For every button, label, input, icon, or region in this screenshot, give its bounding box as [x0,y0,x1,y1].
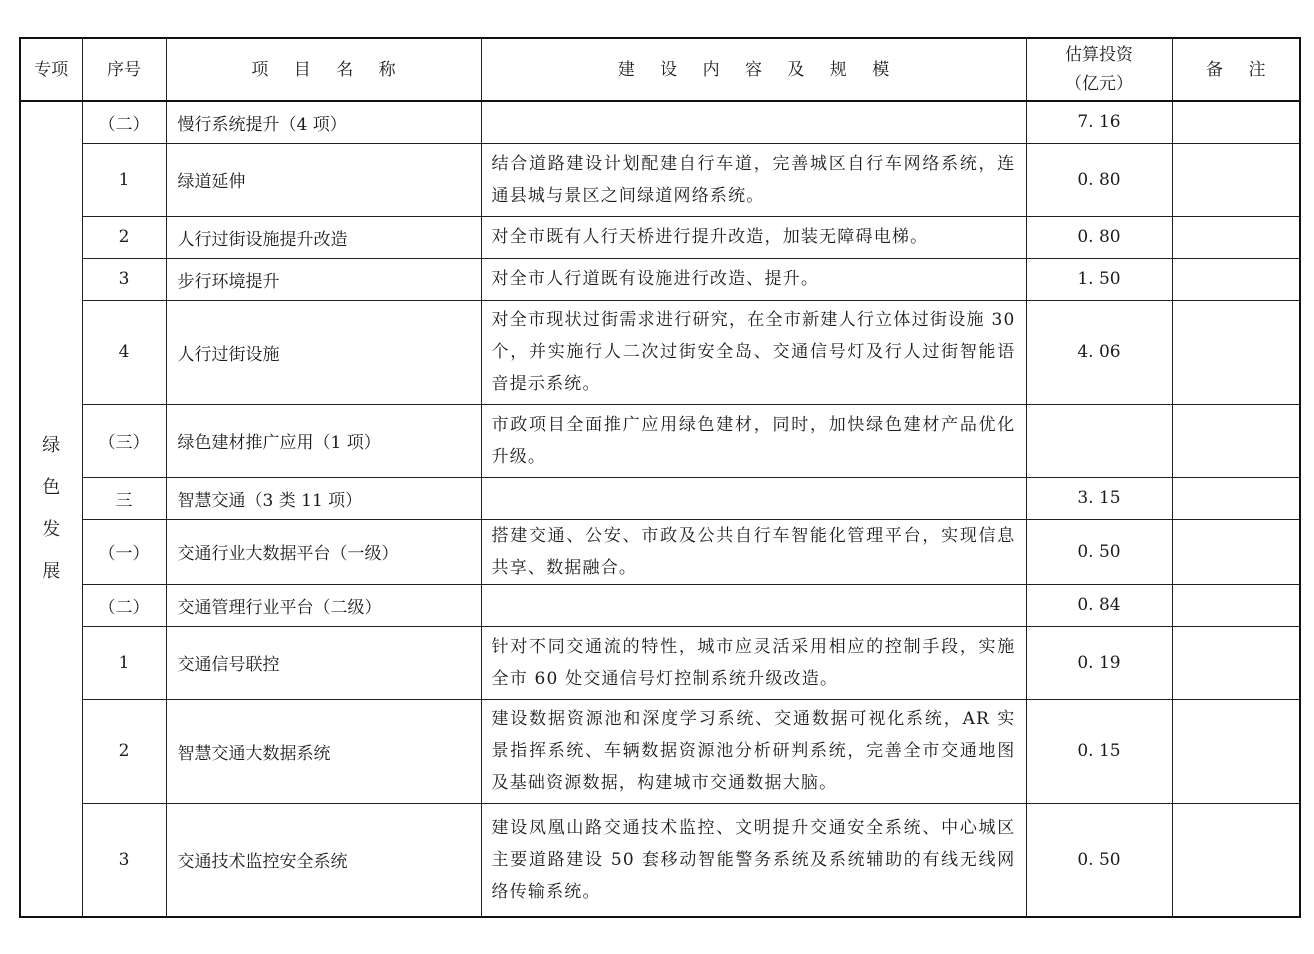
table-row [20,626,1300,699]
investment-cell: 0. 80 [1026,143,1172,216]
content-cell: 结合道路建设计划配建自行车道，完善城区自行车网络系统，连通县城与景区之间绿道网络系统。 [481,143,1026,216]
header-row [20,38,1300,101]
seq-cell: 3 [82,803,166,917]
remarks-cell [1172,216,1300,258]
project-name-cell: 交通信号联控 [166,626,481,699]
table-row [20,477,1300,519]
table-row [20,216,1300,258]
remarks-cell [1172,584,1300,626]
seq-cell: （三） [82,404,166,477]
project-name-cell: 智慧交通（3 类 11 项） [166,477,481,519]
table-row [20,803,1300,917]
table-row [20,258,1300,300]
investment-cell: 0. 50 [1026,803,1172,917]
header-seq: 序号 [82,38,166,101]
remarks-cell [1172,404,1300,477]
content-cell: 对全市现状过街需求进行研究，在全市新建人行立体过街设施 30 个，并实施行人二次过街安全岛、交通信号灯及行人过街智能语音提示系统。 [481,300,1026,404]
table-row [20,101,1300,143]
content-cell: 建设数据资源池和深度学习系统、交通数据可视化系统，AR 实景指挥系统、车辆数据资源池分析研判系统，完善全市交通地图及基础资源数据，构建城市交通数据大脑。 [481,699,1026,803]
seq-cell: 3 [82,258,166,300]
project-name-cell: 绿道延伸 [166,143,481,216]
seq-cell: 4 [82,300,166,404]
table-row [20,699,1300,803]
investment-cell: 1. 50 [1026,258,1172,300]
remarks-cell [1172,477,1300,519]
header-investment-line2: （亿元） [1065,73,1133,94]
project-name-cell: 人行过街设施提升改造 [166,216,481,258]
content-cell: 对全市人行道既有设施进行改造、提升。 [481,258,1026,300]
project-name-cell: 智慧交通大数据系统 [166,699,481,803]
table-row [20,584,1300,626]
investment-cell: 3. 15 [1026,477,1172,519]
seq-cell: （二） [82,101,166,143]
investment-cell: 7. 16 [1026,101,1172,143]
content-cell [481,584,1026,626]
content-cell: 对全市既有人行天桥进行提升改造，加装无障碍电梯。 [481,216,1026,258]
investment-cell: 0. 80 [1026,216,1172,258]
investment-cell: 4. 06 [1026,300,1172,404]
project-name-cell: 步行环境提升 [166,258,481,300]
header-remarks: 备 注 [1172,38,1300,101]
content-cell: 搭建交通、公安、市政及公共自行车智能化管理平台，实现信息共享、数据融合。 [481,519,1026,584]
investment-cell: 0. 50 [1026,519,1172,584]
remarks-cell [1172,143,1300,216]
remarks-cell [1172,101,1300,143]
header-category: 专项 [20,38,82,101]
seq-cell: 2 [82,699,166,803]
remarks-cell [1172,300,1300,404]
project-name-cell: 人行过街设施 [166,300,481,404]
project-name-cell: 交通管理行业平台（二级） [166,584,481,626]
remarks-cell [1172,519,1300,584]
content-cell: 建设凤凰山路交通技术监控、文明提升交通安全系统、中心城区主要道路建设 50 套移动智能警务系统及系统辅助的有线无线网络传输系统。 [481,803,1026,917]
investment-cell [1026,404,1172,477]
header-content: 建 设 内 容 及 规 模 [481,38,1026,101]
content-cell: 市政项目全面推广应用绿色建材，同时，加快绿色建材产品优化升级。 [481,404,1026,477]
content-cell [481,101,1026,143]
table-row [20,143,1300,216]
investment-table [19,37,1301,918]
content-cell [481,477,1026,519]
project-name-cell: 绿色建材推广应用（1 项） [166,404,481,477]
content-cell: 针对不同交通流的特性，城市应灵活采用相应的控制手段，实施全市 60 处交通信号灯控制系统升级改造。 [481,626,1026,699]
remarks-cell [1172,699,1300,803]
header-investment [1026,38,1172,101]
table-row [20,519,1300,584]
project-name-cell: 慢行系统提升（4 项） [166,101,481,143]
seq-cell: 1 [82,143,166,216]
project-name-cell: 交通行业大数据平台（一级） [166,519,481,584]
project-name-cell: 交通技术监控安全系统 [166,803,481,917]
investment-cell: 0. 19 [1026,626,1172,699]
seq-cell: 2 [82,216,166,258]
remarks-cell [1172,626,1300,699]
remarks-cell [1172,803,1300,917]
investment-cell: 0. 15 [1026,699,1172,803]
table-row [20,404,1300,477]
seq-cell: 1 [82,626,166,699]
seq-cell: （一） [82,519,166,584]
remarks-cell [1172,258,1300,300]
table-row [20,300,1300,404]
category-label: 绿 色 发 展 [42,435,61,582]
investment-cell: 0. 84 [1026,584,1172,626]
seq-cell: （二） [82,584,166,626]
seq-cell: 三 [82,477,166,519]
header-investment-line1: 估算投资 [1065,44,1133,65]
header-name: 项 目 名 称 [166,38,481,101]
category-cell [20,101,82,917]
